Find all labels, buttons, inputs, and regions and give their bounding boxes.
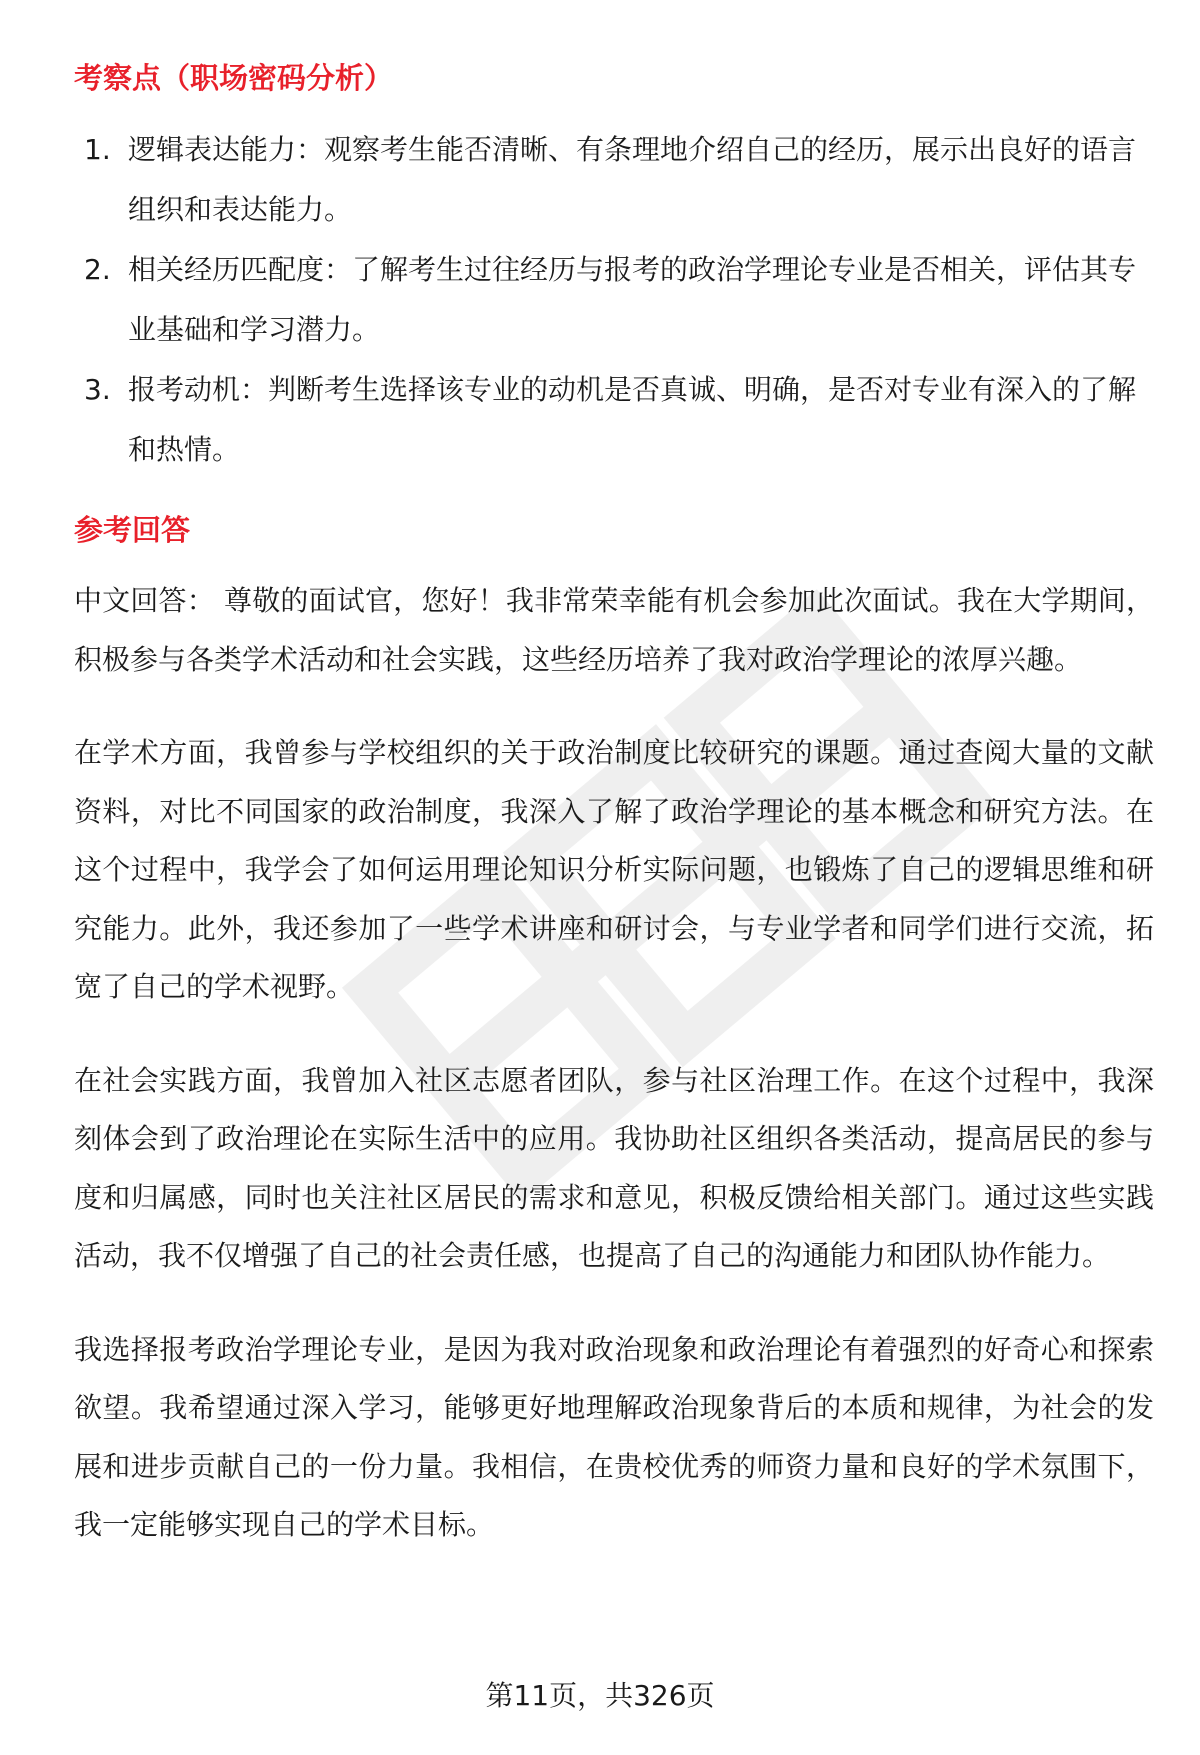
list-item-text: 逻辑表达能力：观察考生能否清晰、有条理地介绍自己的经历，展示出良好的语言组织和表达能力。: [128, 133, 1137, 226]
list-item-text: 相关经历匹配度：了解考生过往经历与报考的政治学理论专业是否相关，评估其专业基础和学习潜力。: [128, 253, 1137, 346]
section-title-reference-answer: 参考回答: [74, 513, 191, 547]
page-number: 第11页，共326页: [485, 1679, 715, 1712]
list-item-number: 2.: [84, 253, 111, 286]
list-item-number: 1.: [84, 133, 111, 166]
list-item: [74, 360, 1154, 480]
section-title-exam-points: 考察点（职场密码分析）: [74, 61, 394, 95]
exam-points-list: [74, 120, 1154, 480]
list-item-number: 3.: [84, 373, 111, 406]
list-item-text: 报考动机：判断考生选择该专业的动机是否真诚、明确，是否对专业有深入的了解和热情。: [128, 373, 1137, 466]
answer-paragraph: 在学术方面，我曾参与学校组织的关于政治制度比较研究的课题。通过查阅大量的文献资料，对比不同国家的政治制度，我深入了解了政治学理论的基本概念和研究方法。在这个过程中，我学会了如何运用理论知识分析实际问题，也锻炼了自己的逻辑思维和研究能力。此外，我还参加了一些学术讲座和研讨会，与专业学者和同学们进行交流，拓宽了自己的学术视野。: [74, 736, 1154, 1003]
answer-paragraph: 我选择报考政治学理论专业，是因为我对政治现象和政治理论有着强烈的好奇心和探索欲望。我希望通过深入学习，能够更好地理解政治现象背后的本质和规律，为社会的发展和进步贡献自己的一份力量。我相信，在贵校优秀的师资力量和良好的学术氛围下，我一定能够实现自己的学术目标。: [74, 1332, 1154, 1541]
list-item: [74, 240, 1154, 360]
answer-paragraph: 在社会实践方面，我曾加入社区志愿者团队，参与社区治理工作。在这个过程中，我深刻体会到了政治理论在实际生活中的应用。我协助社区组织各类活动，提高居民的参与度和归属感，同时也关注社区居民的需求和意见，积极反馈给相关部门。通过这些实践活动，我不仅增强了自己的社会责任感，也提高了自己的沟通能力和团队协作能力。: [74, 1063, 1154, 1272]
list-item: [74, 120, 1154, 240]
document-content: [74, 58, 1154, 1590]
answer-paragraph: 中文回答： 尊敬的面试官，您好！我非常荣幸能有机会参加此次面试。我在大学期间，积极参与各类学术活动和社会实践，这些经历培养了我对政治学理论的浓厚兴趣。: [74, 584, 1154, 676]
